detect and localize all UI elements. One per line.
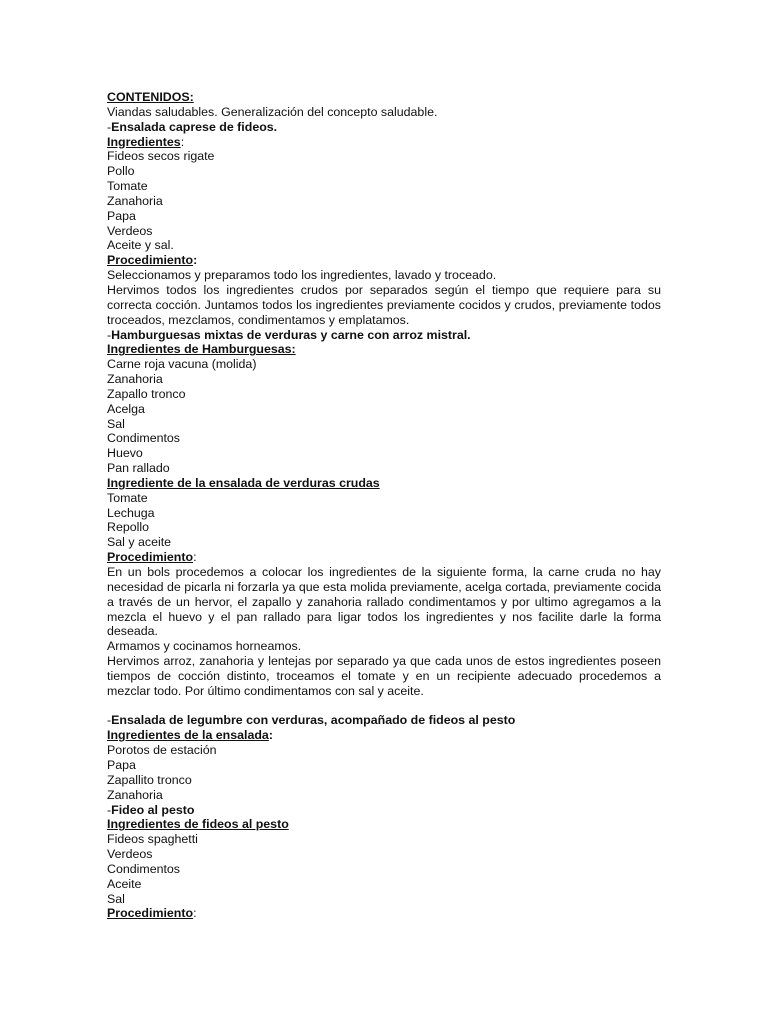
- ingredient-item: Aceite: [107, 876, 142, 891]
- recipe3-procedure-label: Procedimiento: [107, 906, 194, 921]
- pesto-ingredients-heading: Ingredientes de fideos al pesto: [107, 817, 289, 832]
- ingredient-item: Sal y aceite: [107, 535, 172, 550]
- recipe3-title-line: [107, 713, 661, 728]
- recipe2-salad-ingredients-heading: Ingrediente de la ensalada de verduras crudas: [107, 475, 380, 490]
- ingredient-item: Papa: [107, 208, 136, 223]
- ingredient-item: Lechuga: [107, 505, 155, 520]
- recipe1-dash: -: [107, 119, 112, 134]
- blank-line: [107, 699, 661, 714]
- pesto-title: Fideo al pesto: [111, 802, 195, 817]
- ingredient-item: Acelga: [107, 401, 145, 416]
- ingredient-item: Verdeos: [107, 223, 153, 238]
- recipe1-procedure-label: Procedimiento: [107, 253, 194, 268]
- ingredient-item: Zanahoria: [107, 787, 163, 802]
- pesto-dash: -: [107, 802, 112, 817]
- ingredient-item: Condimentos: [107, 861, 181, 876]
- ingredient-item: Tomate: [107, 490, 148, 505]
- ingredient-item: Zapallo tronco: [107, 386, 186, 401]
- contents-heading: CONTENIDOS:: [107, 90, 194, 104]
- ingredient-item: Fideos secos rigate: [107, 149, 215, 164]
- procedure-paragraph: En un bols procedemos a colocar los ingredientes de la siguiente forma, la carne cruda no hay necesidad de picarla ni forzarla ya que esta molida previamente, acelga cortada, previamente cocida a través de un hervor, el zapallo y zanahoria rallado condimentamos y por ultimo agregamos a la mezcla el huevo y el pan rallado para ligar todos los ingredientes y nos facilite darle la forma deseada.: [107, 565, 661, 639]
- ingredient-item: Condimentos: [107, 431, 181, 446]
- recipe3-salad-ingredients-heading: [107, 728, 661, 743]
- recipe2-dash: -: [107, 327, 112, 342]
- procedure-paragraph: Seleccionamos y preparamos todo los ingredientes, lavado y troceado.: [107, 268, 497, 283]
- recipe2-title: Hamburguesas mixtas de verduras y carne con arroz mistral.: [111, 327, 471, 342]
- recipe2-burger-ingredients-heading: Ingredientes de Hamburguesas:: [107, 342, 296, 357]
- recipe1-procedure-colon: :: [193, 253, 198, 268]
- ingredient-item: Papa: [107, 757, 136, 772]
- ingredient-item: Sal: [107, 416, 125, 431]
- ingredient-item: Fideos spaghetti: [107, 832, 198, 847]
- recipe3-procedure-colon: :: [193, 906, 197, 921]
- recipe1-ingredients-heading: [107, 135, 661, 150]
- ingredient-item: Huevo: [107, 446, 143, 461]
- recipe3-salad-colon: :: [268, 728, 273, 743]
- ingredient-item: Aceite y sal.: [107, 238, 174, 253]
- intro-text: Viandas saludables. Generalización del concepto saludable.: [107, 104, 438, 119]
- document-page: [107, 90, 661, 921]
- ingredient-item: Porotos de estación: [107, 743, 217, 758]
- recipe2-procedure-colon: :: [193, 550, 197, 565]
- recipe3-salad-label: Ingredientes de la ensalada: [107, 728, 269, 743]
- ingredient-item: Verdeos: [107, 847, 153, 862]
- recipe2-procedure-heading: [107, 550, 661, 565]
- recipe2-procedure-label: Procedimiento: [107, 550, 194, 565]
- ingredient-item: Pollo: [107, 164, 135, 179]
- recipe3-dash: -: [107, 713, 112, 728]
- ingredient-item: Repollo: [107, 520, 150, 535]
- ingredient-item: Zanahoria: [107, 372, 163, 387]
- ingredient-item: Zanahoria: [107, 193, 163, 208]
- ingredient-item: Pan rallado: [107, 461, 170, 476]
- ingredient-item: Sal: [107, 891, 125, 906]
- pesto-title-line: [107, 803, 661, 818]
- recipe2-title-line: [107, 328, 661, 343]
- recipe3-procedure-heading: [107, 906, 661, 921]
- ingredient-item: Tomate: [107, 179, 148, 194]
- recipe1-title-line: [107, 120, 661, 135]
- recipe1-ingredients-colon: :: [180, 134, 185, 149]
- ingredient-item: Carne roja vacuna (molida): [107, 357, 257, 372]
- recipe1-title: Ensalada caprese de fideos.: [111, 119, 278, 134]
- procedure-paragraph: Hervimos arroz, zanahoria y lentejas por separado ya que cada unos de estos ingredientes poseen tiempos de cocción distinto, troceamos el tomate y en un recipiente adecuado procedemos a mezclar todo. Por último condimentamos con sal y aceite.: [107, 654, 661, 698]
- recipe3-title: Ensalada de legumbre con verduras, acompañado de fideos al pesto: [111, 713, 516, 728]
- recipe1-ingredients-label: Ingredientes: [107, 134, 181, 149]
- procedure-paragraph: Armamos y cocinamos horneamos.: [107, 639, 302, 654]
- procedure-paragraph: Hervimos todos los ingredientes crudos por separados según el tiempo que requiere para su correcta cocción. Juntamos todos los ingredientes previamente cocidos y crudos, previamente todos troceados, mezclamos, condimentamos y emplatamos.: [107, 282, 661, 327]
- ingredient-item: Zapallito tronco: [107, 772, 192, 787]
- recipe1-procedure-heading: [107, 253, 661, 268]
